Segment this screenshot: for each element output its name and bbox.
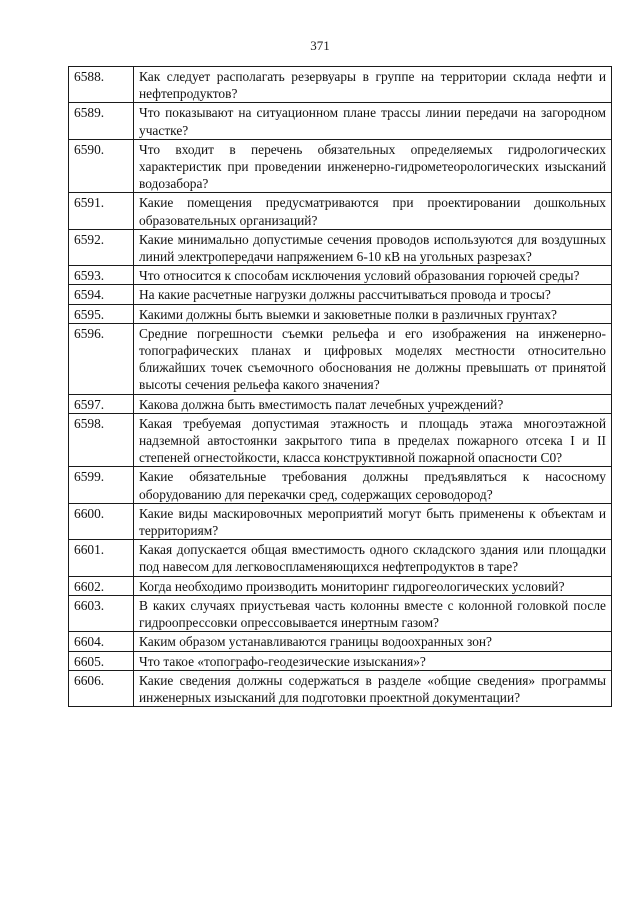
table-row	[69, 285, 612, 304]
table-row	[69, 467, 612, 503]
table-row	[69, 103, 612, 139]
table-row	[69, 503, 612, 539]
table-row	[69, 67, 612, 103]
question-text: Каким образом устанавливаются границы водоохранных зон?	[134, 632, 612, 651]
question-number: 6603.	[69, 595, 134, 631]
table-row	[69, 576, 612, 595]
question-number: 6604.	[69, 632, 134, 651]
question-number: 6597.	[69, 394, 134, 413]
table-row	[69, 394, 612, 413]
question-number: 6600.	[69, 503, 134, 539]
question-text: Какая допускается общая вместимость одного складского здания или площадки под навесом для легковоспламеняющихся нефтепродуктов в таре?	[134, 540, 612, 576]
question-text: Какие помещения предусматриваются при проектировании дошкольных образовательных организаций?	[134, 193, 612, 229]
table-row	[69, 595, 612, 631]
table-row	[69, 304, 612, 323]
table-row	[69, 413, 612, 467]
question-number: 6595.	[69, 304, 134, 323]
question-text: Какие сведения должны содержаться в разделе «общие сведения» программы инженерных изысканий для подготовки проектной документации?	[134, 670, 612, 706]
questions-table-body	[69, 67, 612, 707]
question-text: Какими должны быть выемки и закюветные полки в различных грунтах?	[134, 304, 612, 323]
questions-table	[68, 66, 612, 707]
question-number: 6591.	[69, 193, 134, 229]
question-number: 6601.	[69, 540, 134, 576]
question-text: Какова должна быть вместимость палат лечебных учреждений?	[134, 394, 612, 413]
question-text: Как следует располагать резервуары в группе на территории склада нефти и нефтепродуктов?	[134, 67, 612, 103]
question-number: 6599.	[69, 467, 134, 503]
table-row	[69, 193, 612, 229]
question-number: 6594.	[69, 285, 134, 304]
table-row	[69, 540, 612, 576]
question-text: Что относится к способам исключения условий образования горючей среды?	[134, 266, 612, 285]
question-number: 6589.	[69, 103, 134, 139]
question-number: 6592.	[69, 229, 134, 265]
question-number: 6598.	[69, 413, 134, 467]
question-text: Какие минимально допустимые сечения проводов используются для воздушных линий электропередачи напряжением 6-10 кВ на угольных разрезах?	[134, 229, 612, 265]
question-text: Какие обязательные требования должны предъявляться к насосному оборудованию для перекачки сред, содержащих сероводород?	[134, 467, 612, 503]
question-number: 6593.	[69, 266, 134, 285]
question-number: 6606.	[69, 670, 134, 706]
table-row	[69, 266, 612, 285]
table-row	[69, 229, 612, 265]
question-text: Какие виды маскировочных мероприятий могут быть применены к объектам и территориям?	[134, 503, 612, 539]
question-text: Средние погрешности съемки рельефа и его изображения на инженерно-топографических планах и цифровых моделях местности относительно ближайших точек съемочного обоснования не должны превышать от принятой высоты сечения рельефа какого значения?	[134, 323, 612, 394]
question-number: 6602.	[69, 576, 134, 595]
question-text: Что такое «топографо-геодезические изыскания»?	[134, 651, 612, 670]
table-row	[69, 670, 612, 706]
table-row	[69, 323, 612, 394]
question-text: На какие расчетные нагрузки должны рассчитываться провода и тросы?	[134, 285, 612, 304]
table-row	[69, 632, 612, 651]
question-number: 6588.	[69, 67, 134, 103]
question-text: Что показывают на ситуационном плане трассы линии передачи на загородном участке?	[134, 103, 612, 139]
question-number: 6596.	[69, 323, 134, 394]
question-text: Какая требуемая допустимая этажность и площадь этажа многоэтажной надземной автостоянки закрытого типа в пределах пожарного отсека I и II степеней огнестойкости, класса конструктивной пожарной опасности С0?	[134, 413, 612, 467]
question-number: 6605.	[69, 651, 134, 670]
table-row	[69, 139, 612, 193]
table-row	[69, 651, 612, 670]
question-number: 6590.	[69, 139, 134, 193]
question-text: Когда необходимо производить мониторинг гидрогеологических условий?	[134, 576, 612, 595]
question-text: В каких случаях приустьевая часть колонны вместе с колонной головкой после гидроопрессовки опрессовывается инертным газом?	[134, 595, 612, 631]
page-number: 371	[310, 38, 330, 53]
question-text: Что входит в перечень обязательных определяемых гидрологических характеристик при проведении инженерно-гидрометеорологических изысканий водозабора?	[134, 139, 612, 193]
